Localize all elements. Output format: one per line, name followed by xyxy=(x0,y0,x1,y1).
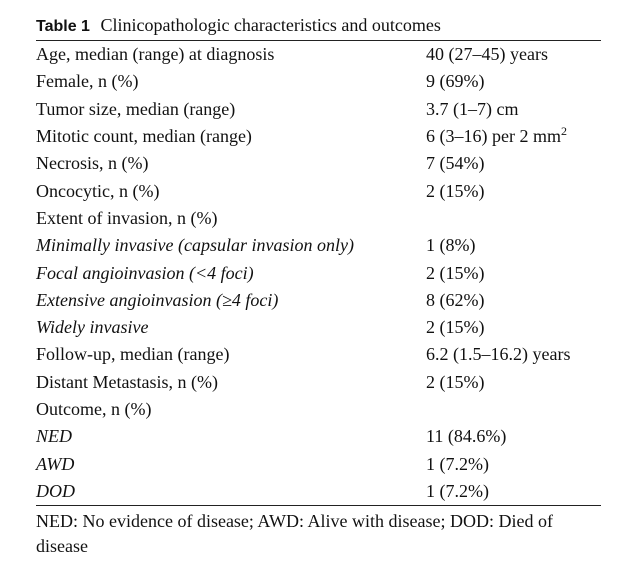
row-value xyxy=(426,126,601,147)
row-label: Widely invasive xyxy=(36,317,149,338)
row-value-text: 8 (62%) xyxy=(426,289,485,310)
row-value-text: 1 (7.2%) xyxy=(426,453,489,474)
row-value-text: 2 (15%) xyxy=(426,371,485,392)
row-value xyxy=(426,344,601,365)
row-value-text: 1 (8%) xyxy=(426,235,476,256)
row-value xyxy=(426,181,601,202)
row-value xyxy=(426,426,601,447)
row-value-text: 7 (54%) xyxy=(426,153,485,174)
row-label: Follow-up, median (range) xyxy=(36,344,230,365)
row-value xyxy=(426,454,601,475)
row-value xyxy=(426,153,601,174)
table-row xyxy=(36,123,601,150)
table-footnote: NED: No evidence of disease; AWD: Alive with disease; DOD: Died of disease xyxy=(36,511,553,557)
row-label: NED xyxy=(36,426,72,447)
row-label: Extensive angioinvasion (≥4 foci) xyxy=(36,289,279,310)
row-label: Tumor size, median (range) xyxy=(36,98,236,119)
row-label: Minimally invasive (capsular invasion only) xyxy=(36,235,354,256)
table-body xyxy=(36,41,601,505)
table-row xyxy=(36,232,601,259)
row-value-text: 2 (15%) xyxy=(426,317,485,338)
row-label: Outcome, n (%) xyxy=(36,399,152,419)
row-value-text: 6.2 (1.5–16.2) years xyxy=(426,344,571,365)
row-value xyxy=(426,372,601,393)
table-row xyxy=(36,423,601,450)
table-row xyxy=(36,96,601,123)
row-label: Distant Metastasis, n (%) xyxy=(36,371,218,392)
row-value-text: 11 (84.6%) xyxy=(426,426,507,447)
table-row xyxy=(36,259,601,286)
value-superscript: 2 xyxy=(560,124,567,139)
row-label: Necrosis, n (%) xyxy=(36,153,149,174)
table-row xyxy=(36,369,601,396)
row-value xyxy=(426,44,601,65)
row-value-text: 1 (7.2%) xyxy=(426,480,489,501)
row-value xyxy=(426,290,601,311)
row-value xyxy=(426,263,601,284)
row-label: DOD xyxy=(36,480,75,501)
table-caption xyxy=(36,12,601,40)
row-value xyxy=(426,71,601,92)
row-value-text: 9 (69%) xyxy=(426,71,485,92)
row-label: Age, median (range) at diagnosis xyxy=(36,44,275,65)
table-row xyxy=(36,68,601,95)
table-row xyxy=(36,205,601,232)
row-value-text: 3.7 (1–7) cm xyxy=(426,98,519,119)
row-label: Oncocytic, n (%) xyxy=(36,180,160,201)
table-row xyxy=(36,287,601,314)
row-value-text: 2 (15%) xyxy=(426,180,485,201)
row-value-text: 6 (3–16) per 2 mm xyxy=(426,126,561,147)
row-value-text: 40 (27–45) years xyxy=(426,44,548,65)
table-row xyxy=(36,314,601,341)
row-value-text: 2 (15%) xyxy=(426,262,485,283)
table-row xyxy=(36,150,601,177)
table-title: Clinicopathologic characteristics and outcomes xyxy=(100,15,441,35)
row-value xyxy=(426,481,601,502)
row-label: Female, n (%) xyxy=(36,71,139,92)
table-number: Table 1 xyxy=(36,18,90,35)
row-value xyxy=(426,99,601,120)
row-label: Focal angioinvasion (<4 foci) xyxy=(36,262,254,283)
row-label: AWD xyxy=(36,453,75,474)
table-row xyxy=(36,450,601,477)
row-label: Mitotic count, median (range) xyxy=(36,126,252,147)
clinicopathologic-table xyxy=(36,12,601,559)
table-row xyxy=(36,341,601,368)
row-value xyxy=(426,235,601,256)
table-row xyxy=(36,478,601,505)
row-value xyxy=(426,317,601,338)
table-row xyxy=(36,41,601,68)
row-label: Extent of invasion, n (%) xyxy=(36,207,218,228)
table-row xyxy=(36,177,601,204)
table-row xyxy=(36,396,601,423)
